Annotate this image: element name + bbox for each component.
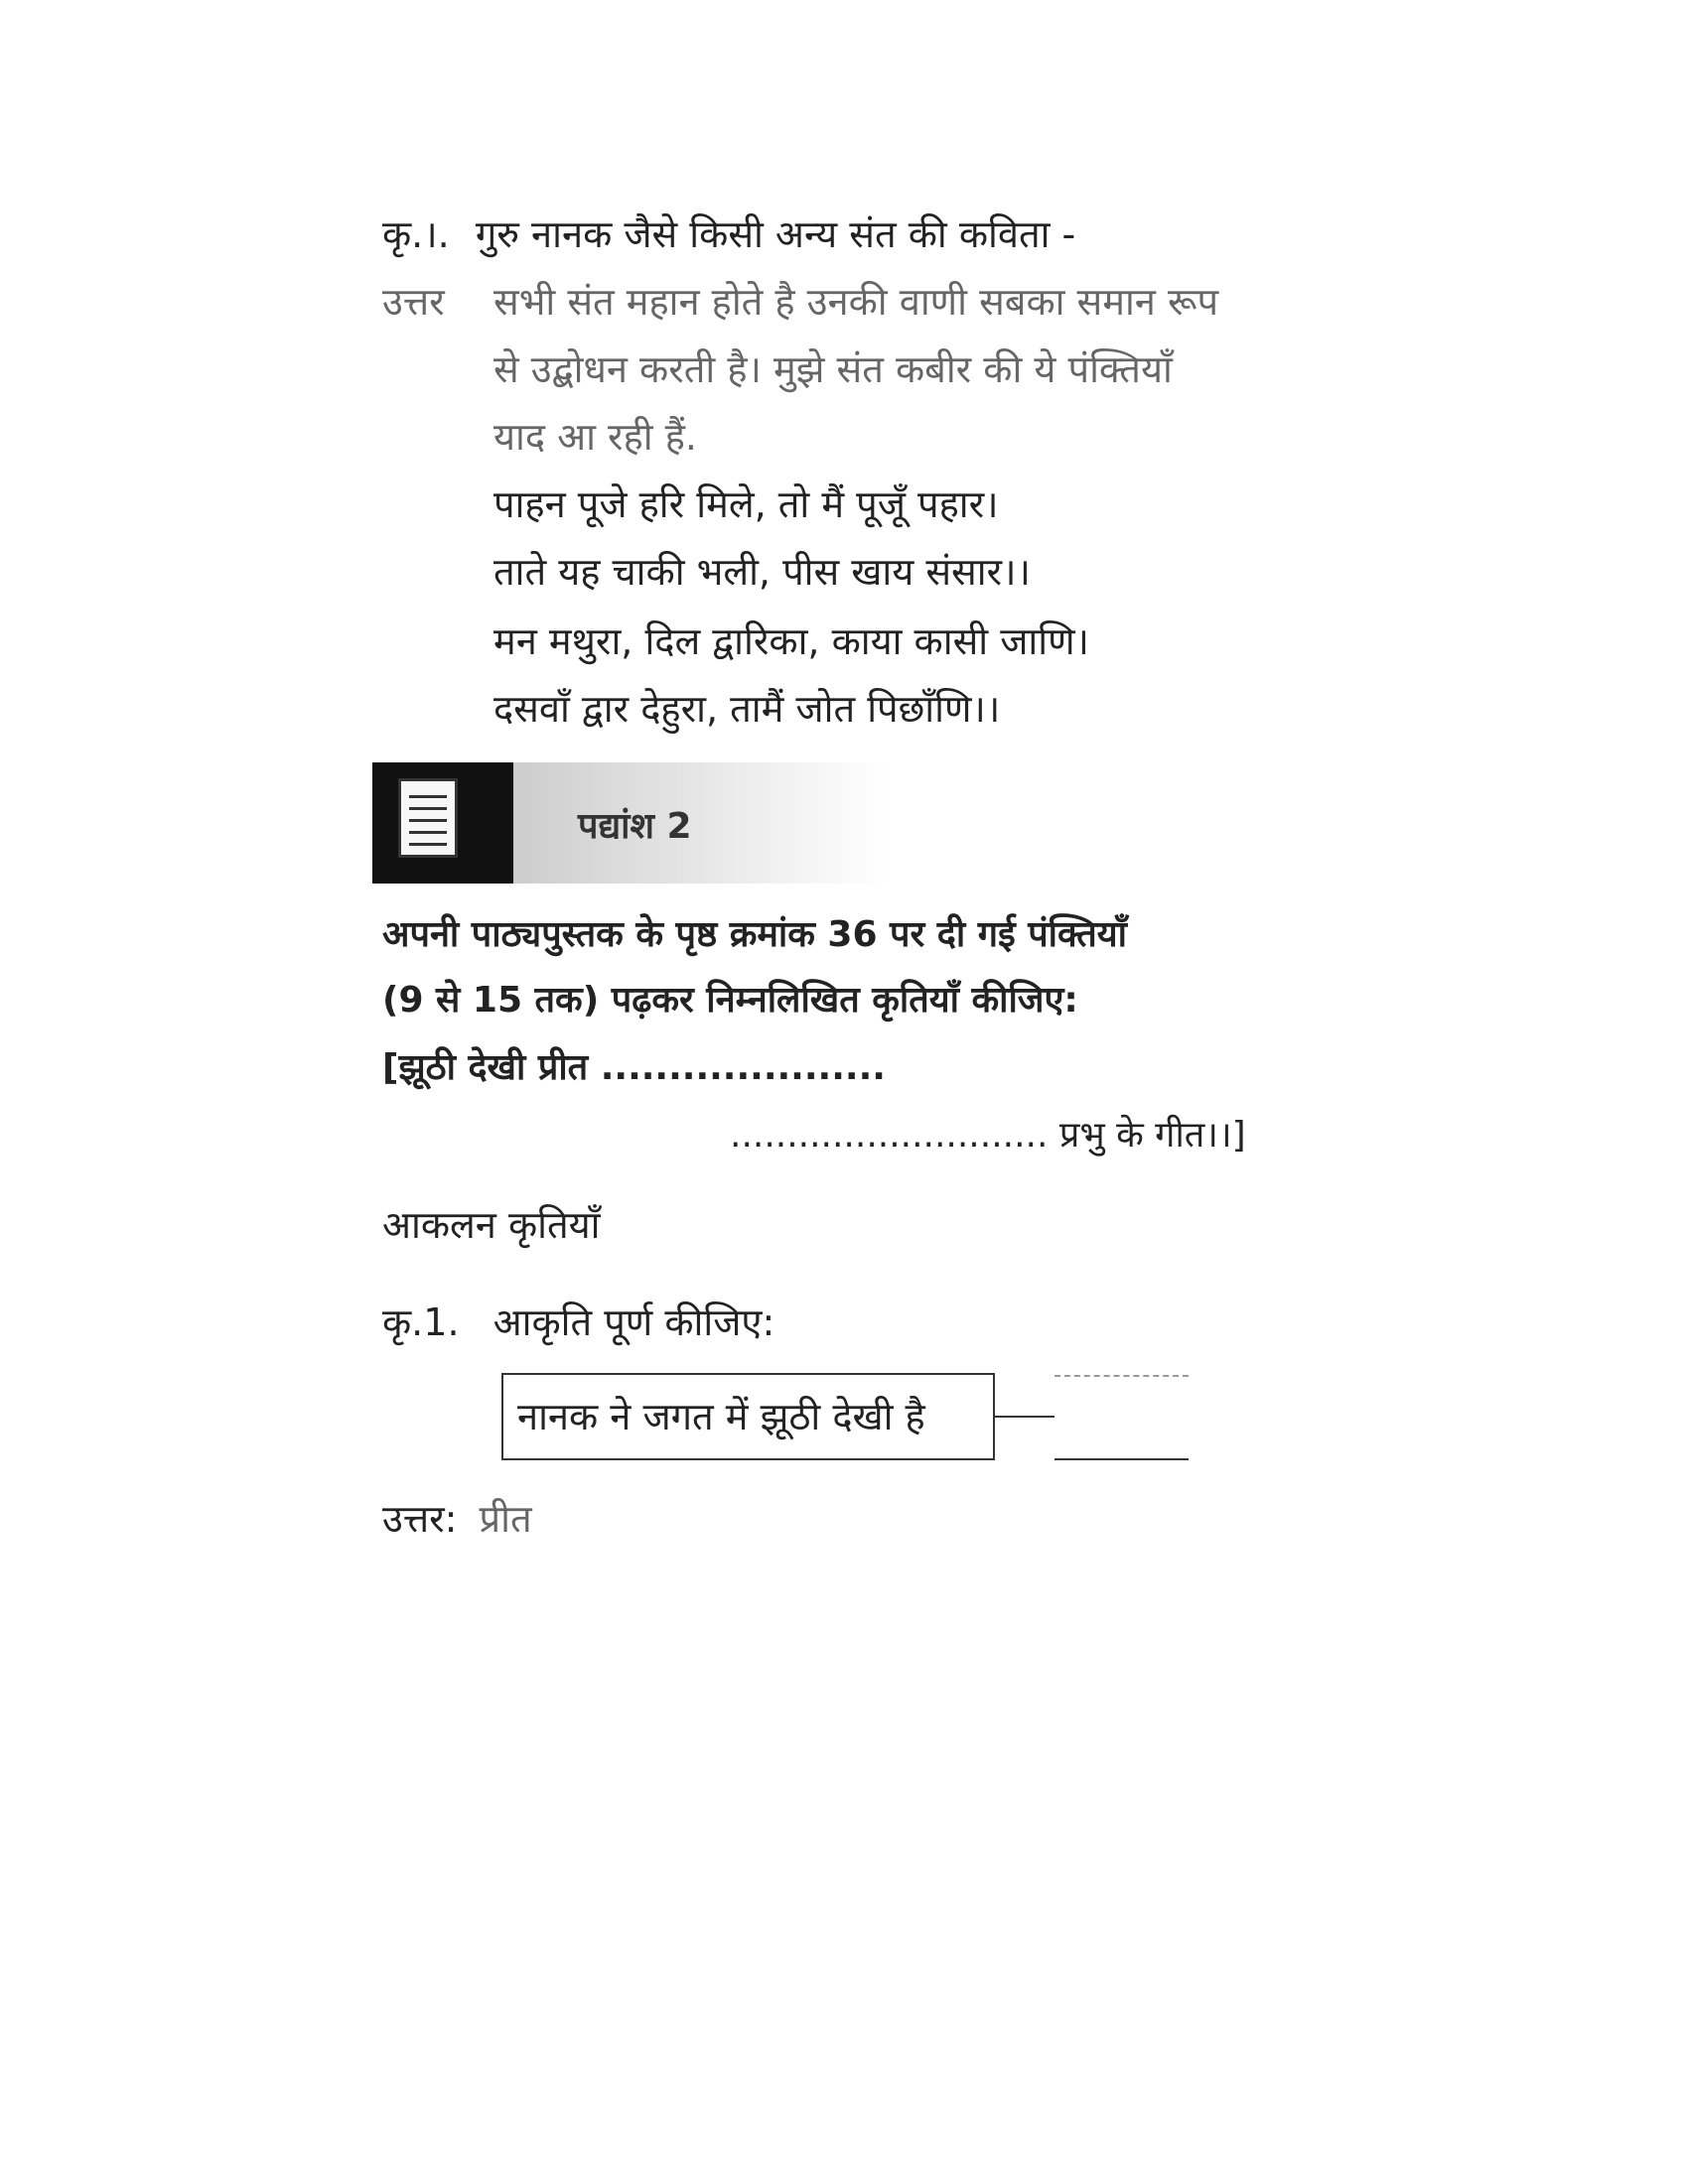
answer-line-2: से उद्बोधन करती है। मुझे संत कबीर की ये पंक्तियाँ: [493, 347, 1173, 391]
answer-blank-box: [1055, 1375, 1189, 1460]
q1-question: [382, 210, 1075, 258]
activity-q1-text: आकृति पूर्ण कीजिए:: [492, 1300, 775, 1344]
poem-line-2: ताते यह चाकी भली, पीस खाय संसार।।: [493, 550, 1031, 594]
answer-line-1: सभी संत महान होते है उनकी वाणी सबका समान रूप: [493, 280, 1219, 324]
activity-q1-number: कृ.1.: [382, 1300, 460, 1344]
instruction-line-1: अपनी पाठ्यपुस्तक के पृष्ठ क्रमांक 36 पर दी गई पंक्तियाँ: [382, 914, 1127, 955]
activity-q1: [382, 1298, 774, 1346]
section-title: पद्यांश 2: [578, 806, 692, 847]
concept-box: नानक ने जगत में झूठी देखी है: [501, 1373, 995, 1460]
q1-answer-label: उत्तर: [382, 280, 445, 324]
excerpt-start: [झूठी देखी प्रीत .....................: [382, 1047, 886, 1088]
q1-question-text: गुरु नानक जैसे किसी अन्य संत की कविता -: [475, 212, 1076, 256]
excerpt-end: ............................ प्रभु के गीत।।]: [730, 1115, 1246, 1156]
activity-answer-text: प्रीत: [479, 1497, 532, 1541]
poem-line-4: दसवाँ द्वार देहुरा, तामैं जोत पिछाँणि।।: [493, 687, 1001, 731]
answer-line-3: याद आ रही हैं.: [493, 415, 697, 459]
poem-line-3: मन मथुरा, दिल द्वारिका, काया कासी जाणि।: [493, 619, 1089, 663]
activity-answer-label: उत्तर:: [382, 1497, 458, 1541]
q1-number: कृ.।.: [382, 212, 450, 256]
instruction-line-2: (9 से 15 तक) पढ़कर निम्नलिखित कृतियाँ कीजिए:: [382, 980, 1078, 1021]
box-connector: [995, 1416, 1055, 1418]
document-icon: [372, 762, 513, 884]
activity-answer: [382, 1495, 532, 1543]
activities-heading: आकलन कृतियाँ: [382, 1203, 601, 1247]
poem-line-1: पाहन पूजे हरि मिले, तो मैं पूजूँ पहार।: [493, 482, 999, 526]
